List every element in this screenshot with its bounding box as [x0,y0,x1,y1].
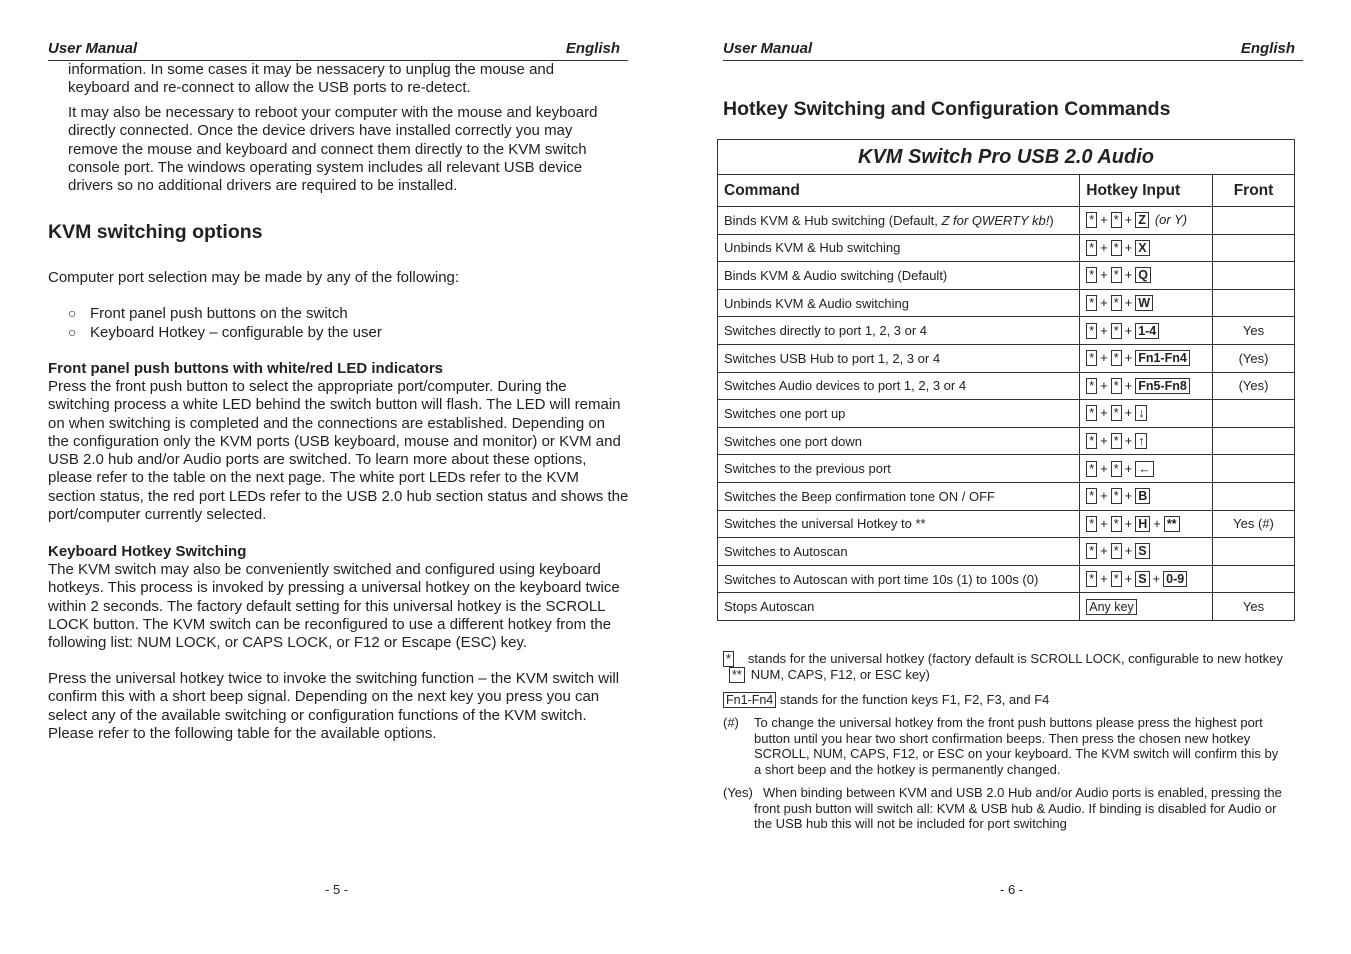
bullet-label: Front panel push buttons on the switch [90,305,348,322]
hotkey-cell [1080,593,1213,621]
key-icon: * [1111,543,1122,559]
table-row [718,427,1295,455]
table-row [718,565,1295,593]
bullet-label: Keyboard Hotkey – configurable by the user [90,324,382,341]
key-icon: S [1135,543,1149,559]
table-row [718,400,1295,428]
command-cell: Binds KVM & Audio switching (Default) [718,262,1080,290]
key-icon: 1-4 [1135,323,1159,339]
plus-sign: + [1100,571,1108,587]
front-cell [1213,262,1295,290]
key-icon: B [1135,488,1150,504]
key-icon: * [1111,516,1122,532]
plus-sign: + [1100,377,1108,393]
key-icon: ** [1164,516,1180,532]
note-label: (#) [723,715,739,730]
table-row [718,593,1295,621]
key-icon: * [1111,212,1122,228]
key-icon: * [1086,461,1097,477]
plus-sign: + [1100,295,1108,311]
table-row [718,317,1295,345]
table-row [718,289,1295,317]
plus-sign: + [1124,239,1133,255]
front-cell [1213,400,1295,428]
front-cell: (Yes) [1213,372,1295,400]
plus-sign: + [1100,488,1108,504]
plus-sign: + [1100,433,1108,449]
plus-sign: + [1124,460,1133,476]
hotkey-text-2: Press the universal hotkey twice to invoke the switching function – the KVM switch will confirm this with a short beep signal. Depending on the next key you press you can select any of the available switching or configuration functions of the KVM switch. Please refer to the following table for the available options. [48,670,620,742]
table-body [718,207,1295,621]
plus-sign: + [1100,405,1108,421]
key-icon: * [1111,323,1122,339]
plus-sign: + [1100,515,1108,531]
key-icon: * [1111,405,1122,421]
key-icon: * [723,651,734,667]
front-cell [1213,207,1295,235]
plus-sign: + [1152,571,1161,587]
command-cell: Unbinds KVM & Hub switching [718,234,1080,262]
key-icon: Fn5-Fn8 [1135,378,1190,394]
plus-sign: + [1100,322,1108,338]
plus-sign: + [1124,515,1133,531]
plus-sign: + [1124,322,1133,338]
key-icon: * [1111,350,1122,366]
key-icon: X [1135,240,1149,256]
header-language: English [1240,40,1295,57]
command-cell: Unbinds KVM & Audio switching [718,289,1080,317]
note-function-keys [723,692,1283,708]
key-icon: ↑ [1135,433,1147,449]
table-row [718,207,1295,235]
note-hash [723,715,1289,778]
plus-sign: + [1124,212,1133,228]
key-icon: * [1086,323,1097,339]
key-icon: Any key [1086,599,1136,615]
hotkey-cell [1080,565,1213,593]
hotkey-text: The KVM switch may also be conveniently switched and configured using keyboard hotkeys. This process is invoked by pressing a universal hotkey on the keyboard twice within 2 seconds. The factory default setting for this universal hotkey is the SCROLL LOCK button. The KVM switch can be reconfigured to use a different hotkey from the following list: NUM LOCK, or CAPS LOCK, or F12 or Escape (ESC) key. [48,561,620,652]
key-icon: H [1135,516,1150,532]
key-icon: ** [729,667,745,683]
hotkey-cell [1080,455,1213,483]
note-yes [723,785,1289,832]
page-header [48,40,628,61]
hotkey-cell [1080,207,1213,235]
hotkey-cell [1080,538,1213,566]
front-cell [1213,538,1295,566]
command-cell: Switches the Beep confirmation tone ON / OFF [718,482,1080,510]
hotkey-cell [1080,427,1213,455]
page-number: - 5 - [325,882,349,897]
plus-sign: + [1100,212,1108,228]
table-row [718,455,1295,483]
key-icon: * [1086,212,1097,228]
key-icon: * [1086,571,1097,587]
command-italic: Z for QWERTY kb! [941,212,1050,228]
front-cell: Yes [1213,593,1295,621]
key-icon: Fn1-Fn4 [1135,350,1190,366]
intro-paragraph-2: It may also be necessary to reboot your computer with the mouse and keyboard directly connected. Once the device drivers have installed correctly you may remove the mouse and keyboard and connect them directly to the KVM switch console port. The windows operating system includes all relevant USB device drivers so no additional drivers are required to be installed. [68,104,598,195]
key-icon: ← [1135,461,1154,477]
front-cell [1213,482,1295,510]
section-title: KVM switching options [48,221,263,243]
plus-sign: + [1124,295,1133,311]
command-cell: Switches to Autoscan with port time 10s (1) to 100s (0) [718,565,1080,593]
command-cell: Switches to the previous port [718,455,1080,483]
front-cell [1213,234,1295,262]
header-title: User Manual [723,40,813,57]
plus-sign: + [1124,571,1133,587]
plus-sign: + [1100,350,1108,366]
command-cell: Switches to Autoscan [718,538,1080,566]
table-row [718,510,1295,538]
command-cell: Switches directly to port 1, 2, 3 or 4 [718,317,1080,345]
note-label: (Yes) [723,785,753,800]
table-row [718,372,1295,400]
key-icon: * [1086,433,1097,449]
table-row [718,234,1295,262]
plus-sign: + [1124,433,1133,449]
front-cell: Yes (#) [1213,510,1295,538]
hotkey-cell [1080,372,1213,400]
key-icon: S [1135,571,1149,587]
key-icon: * [1086,543,1097,559]
key-icon: * [1111,267,1122,283]
key-icon: * [1111,461,1122,477]
hotkey-cell [1080,234,1213,262]
key-icon: * [1111,488,1122,504]
note-text: stands for the function keys F1, F2, F3, and F4 [779,692,1050,707]
right-page [675,0,1351,954]
front-cell [1213,427,1295,455]
plus-sign: + [1100,460,1108,476]
key-icon: 0-9 [1163,571,1187,587]
front-cell [1213,565,1295,593]
intro-paragraph-1: information. In some cases it may be nessacery to unplug the mouse and keyboard and re-connect to allow the USB ports to re-detect. [68,61,555,97]
key-icon: * [1111,378,1122,394]
key-icon: * [1086,295,1097,311]
key-icon: * [1111,295,1122,311]
plus-sign: + [1100,267,1108,283]
hotkey-heading: Keyboard Hotkey Switching [48,543,247,560]
page-number: - 6 - [1000,882,1024,897]
hotkey-cell [1080,510,1213,538]
hotkey-cell [1080,482,1213,510]
key-icon: * [1086,405,1097,421]
hotkey-cell [1080,344,1213,372]
plus-sign: + [1124,543,1133,559]
key-icon: * [1086,488,1097,504]
front-panel-heading: Front panel push buttons with white/red LED indicators [48,360,444,377]
key-icon: * [1086,267,1097,283]
table-row [718,482,1295,510]
column-header-front: Front [1213,175,1295,207]
plus-sign: + [1124,488,1133,504]
plus-sign: + [1124,350,1133,366]
bullet-item: ○ Keyboard Hotkey – configurable by the user [68,324,382,341]
column-header-hotkey: Hotkey Input [1080,175,1213,207]
front-cell [1213,289,1295,317]
command-cell: Switches one port up [718,400,1080,428]
table-row [718,538,1295,566]
note-text: When binding between KVM and USB 2.0 Hub and/or Audio ports is enabled, pressing the front push button will switch all: KVM & USB hub & Audio. If binding is disabled for Audio or the USB hub this will not be included for port switching [754,785,1282,832]
command-cell: Switches one port down [718,427,1080,455]
table-row [718,262,1295,290]
front-cell [1213,455,1295,483]
key-icon: ↓ [1135,405,1147,421]
plus-sign: + [1100,239,1108,255]
command-cell: Switches the universal Hotkey to ** [718,510,1080,538]
hotkey-alt: (or Y) [1154,212,1188,228]
key-icon: * [1111,571,1122,587]
page-header [723,40,1303,61]
command-cell: Switches USB Hub to port 1, 2, 3 or 4 [718,344,1080,372]
command-cell: Binds KVM & Hub switching (Default, Z for QWERTY kb!) [718,207,1080,235]
key-icon: * [1086,516,1097,532]
command-cell: Stops Autoscan [718,593,1080,621]
key-icon: Fn1-Fn4 [723,692,776,708]
note-text: stands for the universal hotkey (factory default is SCROLL LOCK, configurable to new hotkey [747,651,1283,666]
hotkey-cell [1080,400,1213,428]
note-text: To change the universal hotkey from the front push buttons please press the highest port button until you hear two short confirmation beeps. Then press the chosen new hotkey SCROLL, NUM, CAPS, F12, or ESC on your keyboard. The KVM switch will confirm this by a short beep and the hotkey is permanently changed. [754,715,1279,778]
hotkey-cell [1080,317,1213,345]
selection-text: Computer port selection may be made by any of the following: [48,269,460,286]
hotkey-table [717,139,1295,621]
key-icon: Q [1135,267,1151,283]
table-title: KVM Switch Pro USB 2.0 Audio [718,140,1295,175]
plus-sign: + [1153,515,1161,531]
plus-sign: + [1124,405,1133,421]
key-icon: * [1086,240,1097,256]
section-title: Hotkey Switching and Configuration Commands [723,98,1171,120]
plus-sign: + [1124,267,1133,283]
note-universal-hotkey [723,651,1283,683]
hotkey-cell [1080,289,1213,317]
front-cell: Yes [1213,317,1295,345]
hotkey-cell [1080,262,1213,290]
header-language: English [565,40,620,57]
key-icon: Z [1135,212,1149,228]
key-icon: * [1111,240,1122,256]
table-row [718,344,1295,372]
key-icon: * [1086,378,1097,394]
command-cell: Switches Audio devices to port 1, 2, 3 or 4 [718,372,1080,400]
bullet-item: ○ Front panel push buttons on the switch [68,305,348,322]
key-icon: * [1111,433,1122,449]
front-cell: (Yes) [1213,344,1295,372]
plus-sign: + [1124,377,1133,393]
column-header-command: Command [718,175,1080,207]
front-panel-text: Press the front push button to select the appropriate port/computer. During the switching process a white LED behind the switch button will flash. The LED will remain on when switching is completed and the connections are established. Depending on the configuration only the KVM ports (USB keyboard, mouse and monitor) or KVM and USB 2.0 hub and/or Audio ports are switched. To learn more about these options, please refer to the table on the next page. The white port LEDs refer to the KVM section status, the red port LEDs refer to the USB 2.0 hub section status and shows the port/computer currently selected. [48,378,629,524]
key-icon: W [1135,295,1153,311]
key-icon: * [1086,350,1097,366]
plus-sign: + [1100,543,1108,559]
note-text: NUM, CAPS, F12, or ESC key) [750,667,930,682]
left-page [0,0,675,954]
header-title: User Manual [48,40,138,57]
